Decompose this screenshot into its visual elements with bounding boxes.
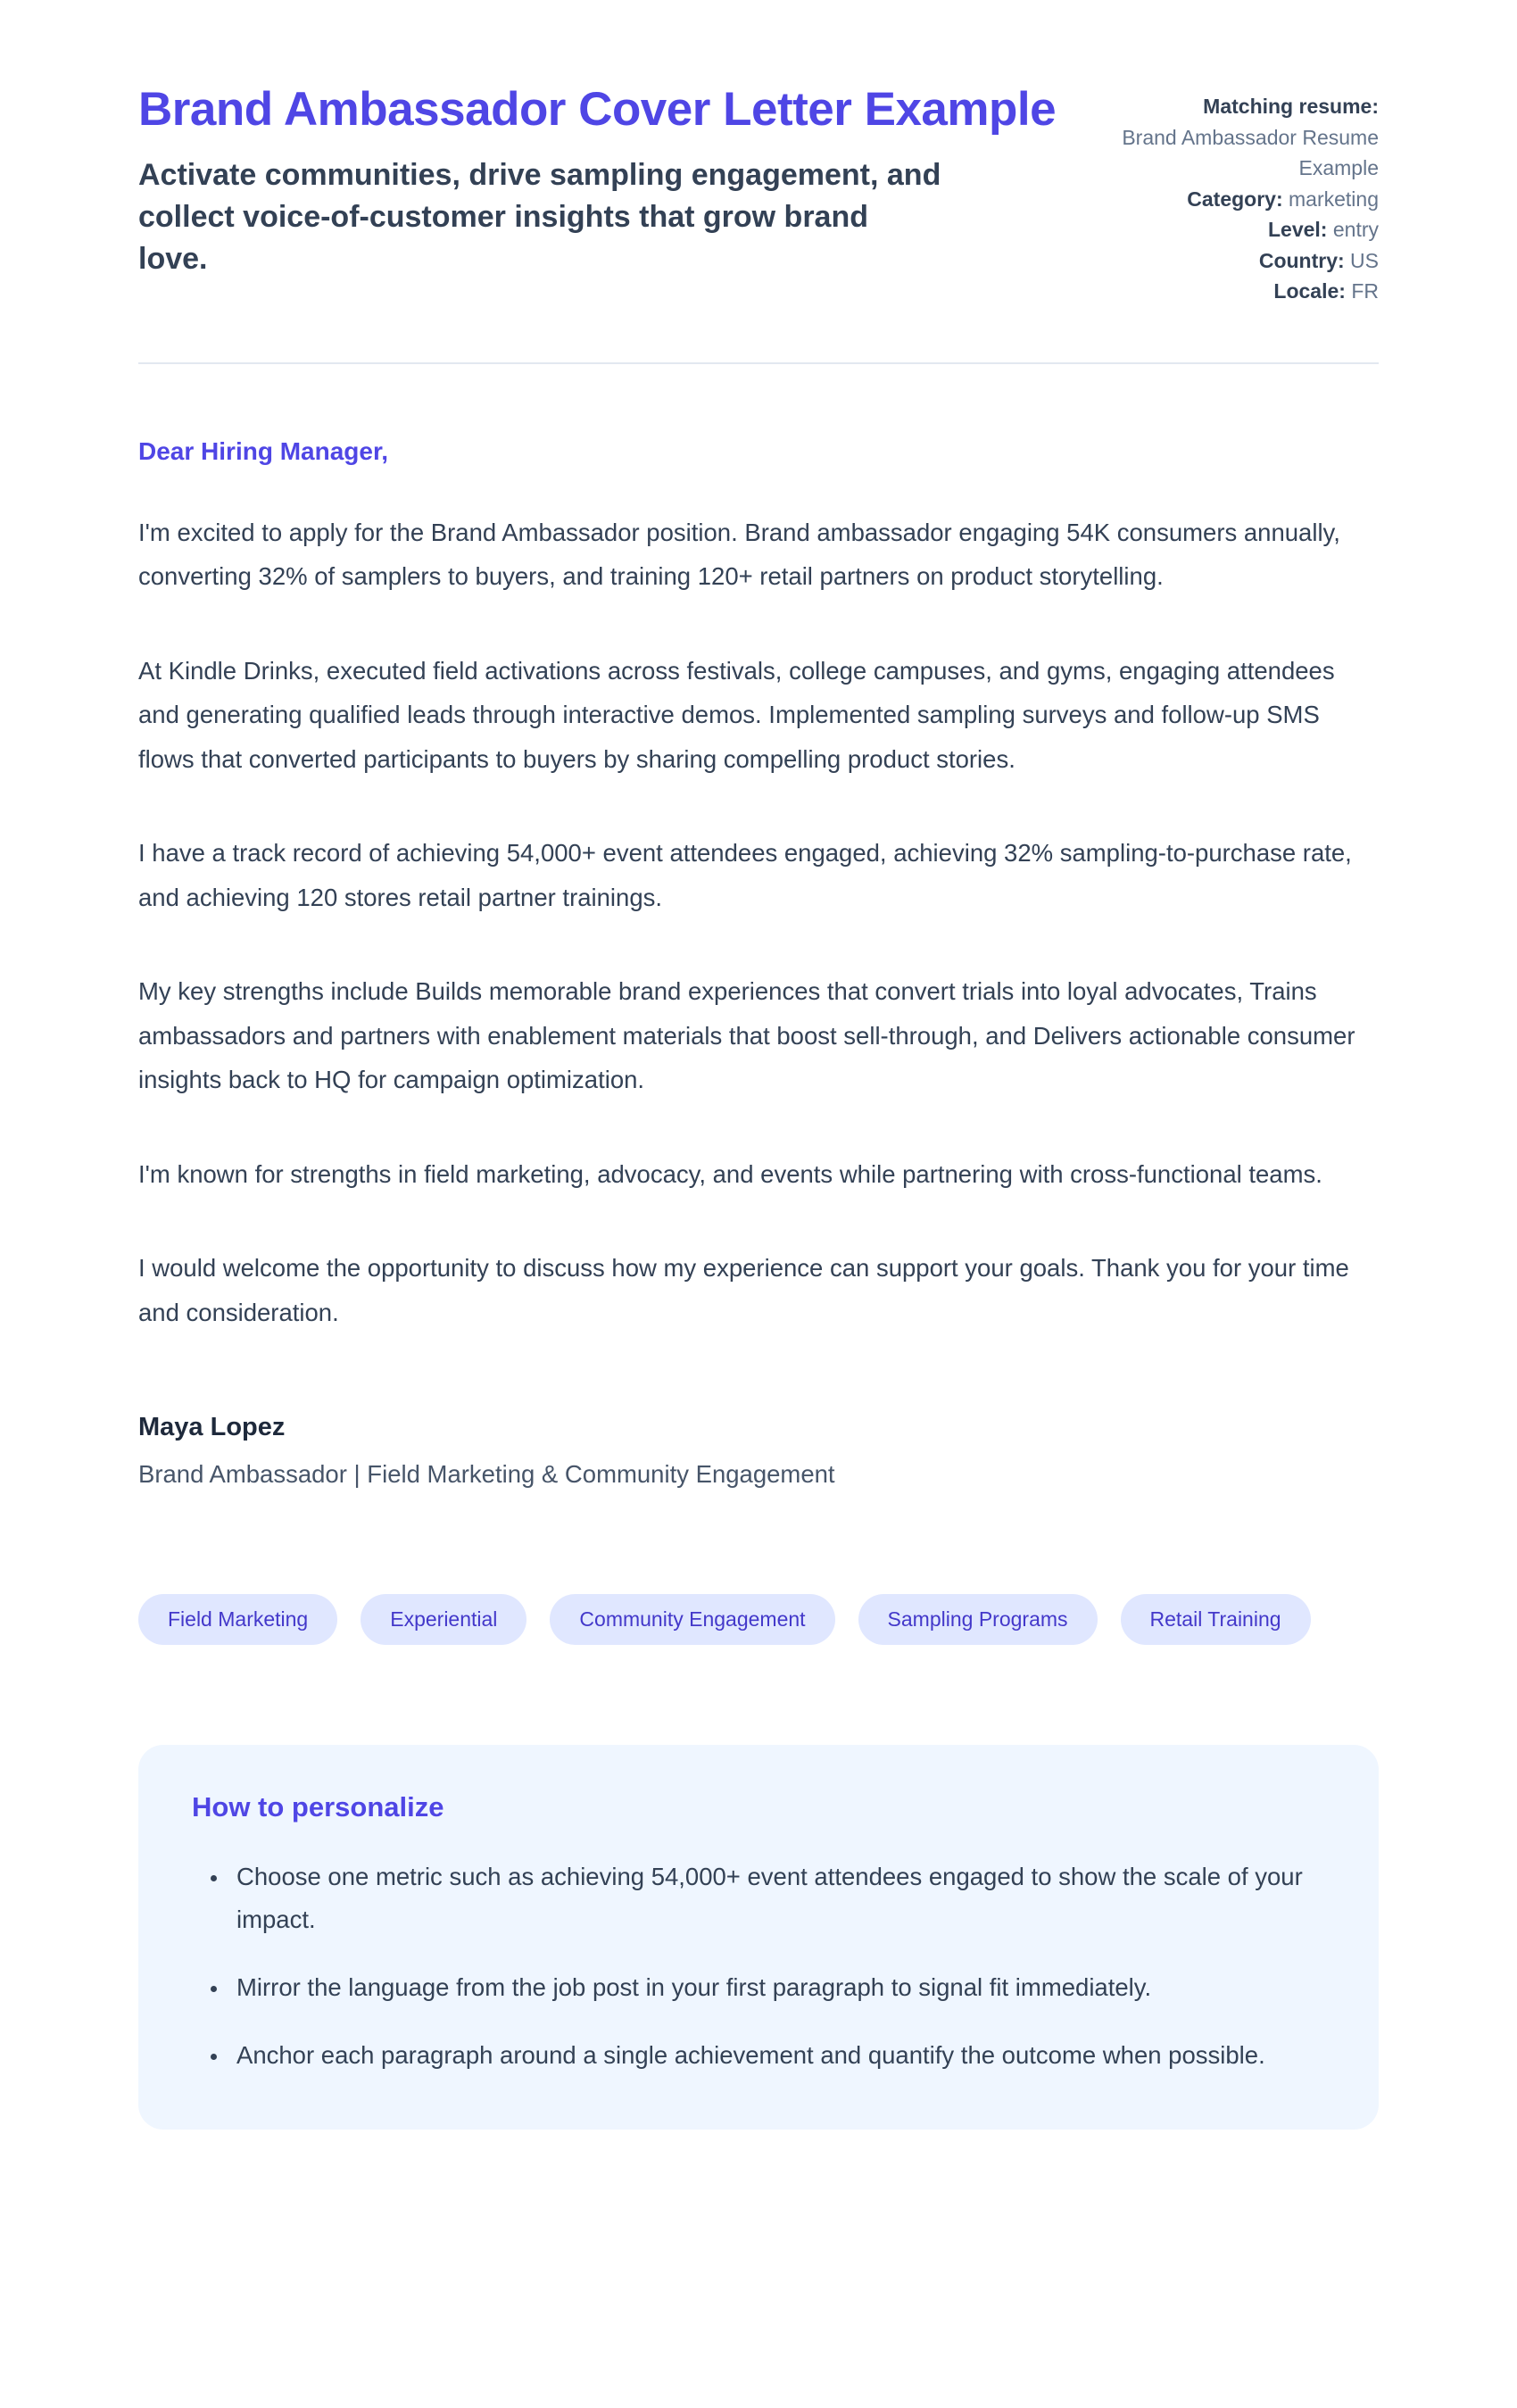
tag-field-marketing[interactable]: Field Marketing bbox=[138, 1594, 337, 1645]
tag-experiential[interactable]: Experiential bbox=[361, 1594, 526, 1645]
letter-body bbox=[138, 437, 1379, 1490]
category-value: marketing bbox=[1289, 187, 1379, 211]
letter-paragraph: At Kindle Drinks, executed field activations across festivals, college campuses, and gyms, engaging attendees and generating qualified leads through interactive demos. Implemented sampling surveys and follow-up SMS flows that converted participants to buyers by sharing compelling product stories. bbox=[138, 656, 1335, 773]
level-label: Level: bbox=[1267, 218, 1328, 241]
personalize-tips-list bbox=[176, 1856, 1325, 2078]
matching-resume-value: Brand Ambassador Resume Example bbox=[1122, 125, 1379, 179]
personalize-tip: • Anchor each paragraph around a single achievement and quantify the outcome when possible. bbox=[229, 2034, 1325, 2077]
letter-paragraph: My key strengths include Builds memorable brand experiences that convert trials into loyal advocates, Trains ambassadors and partners with enablement materials that boost sell-through, and Delivers actionable consumer insights back to HQ for campaign optimization. bbox=[138, 977, 1355, 1093]
personalize-heading: How to personalize bbox=[192, 1791, 444, 1823]
category-label: Category: bbox=[1187, 187, 1283, 211]
tag-list bbox=[138, 1594, 1379, 1645]
country-value: US bbox=[1350, 248, 1379, 272]
signature-block bbox=[138, 1413, 1379, 1489]
page-subtitle: Activate communities, drive sampling engagement, and collect voice-of-customer insights that grow brand love. bbox=[138, 158, 941, 277]
signature-name: Maya Lopez bbox=[138, 1413, 286, 1441]
signature-title: Brand Ambassador | Field Marketing & Community Engagement bbox=[138, 1460, 835, 1488]
meta-row-locale bbox=[1111, 276, 1379, 307]
page-header bbox=[138, 82, 1379, 307]
locale-value: FR bbox=[1351, 279, 1379, 303]
personalize-box bbox=[138, 1745, 1379, 2130]
country-label: Country: bbox=[1258, 248, 1345, 272]
resume-meta-panel bbox=[1111, 82, 1379, 307]
level-value: entry bbox=[1332, 218, 1379, 241]
tag-retail-training[interactable]: Retail Training bbox=[1121, 1594, 1311, 1645]
letter-paragraph: I'm excited to apply for the Brand Ambassador position. Brand ambassador engaging 54K consumers annually, converting 32% of samplers to buyers, and training 120+ retail partners on product storytelling. bbox=[138, 518, 1340, 590]
header-title-block bbox=[138, 82, 1056, 280]
locale-label: Locale: bbox=[1273, 279, 1346, 303]
meta-row-country bbox=[1111, 245, 1379, 277]
personalize-tip: • Mirror the language from the job post in your first paragraph to signal fit immediately. bbox=[229, 1966, 1325, 2009]
page-title: Brand Ambassador Cover Letter Example bbox=[138, 83, 1057, 136]
meta-row-level bbox=[1111, 214, 1379, 245]
tag-community-engagement[interactable]: Community Engagement bbox=[550, 1594, 834, 1645]
meta-row-category bbox=[1111, 184, 1379, 215]
letter-paragraph: I have a track record of achieving 54,000+ event attendees engaged, achieving 32% sampling-to-purchase rate, and achieving 120 stores retail partner trainings. bbox=[138, 839, 1352, 911]
tag-sampling-programs[interactable]: Sampling Programs bbox=[858, 1594, 1098, 1645]
header-divider bbox=[138, 362, 1379, 364]
salutation: Dear Hiring Manager, bbox=[138, 436, 389, 465]
letter-paragraph: I'm known for strengths in field marketing, advocacy, and events while partnering with cross-functional teams. bbox=[138, 1159, 1322, 1188]
letter-paragraph: I would welcome the opportunity to discuss how my experience can support your goals. Thank you for your time and consideration. bbox=[138, 1254, 1349, 1326]
matching-resume-label: Matching resume: bbox=[1203, 95, 1379, 118]
personalize-tip: • Choose one metric such as achieving 54,000+ event attendees engaged to show the scale of your impact. bbox=[229, 1856, 1325, 1941]
